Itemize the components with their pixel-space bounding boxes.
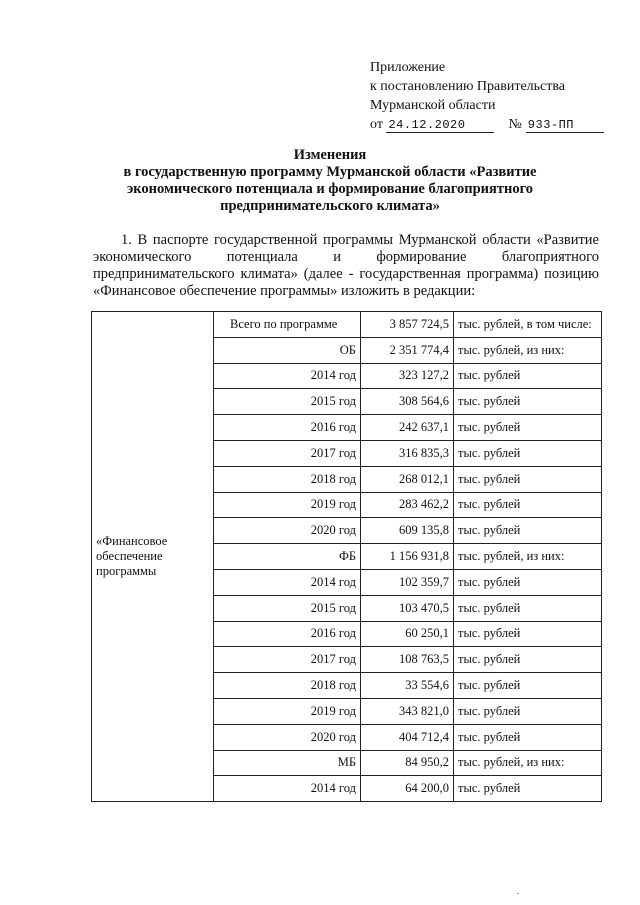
- financing-table: [91, 311, 602, 802]
- row-amount-cell: 609 135,8: [361, 518, 454, 544]
- row-name-cell: 2014 год: [214, 363, 361, 389]
- row-unit-cell: тыс. рублей: [454, 440, 602, 466]
- row-amount-cell: 343 821,0: [361, 698, 454, 724]
- appendix-date-line: [370, 115, 620, 134]
- row-name-cell: 2014 год: [214, 776, 361, 802]
- row-amount-cell: 60 250,1: [361, 621, 454, 647]
- row-amount-cell: 404 712,4: [361, 724, 454, 750]
- row-name-cell: ФБ: [214, 544, 361, 570]
- row-unit-cell: тыс. рублей: [454, 569, 602, 595]
- row-amount-cell: 242 637,1: [361, 415, 454, 441]
- row-amount-cell: 3 857 724,5: [361, 312, 454, 338]
- row-name-cell: 2014 год: [214, 569, 361, 595]
- title-line-3: экономического потенциала и формирование благоприятного: [126, 181, 534, 197]
- row-name-cell: 2019 год: [214, 698, 361, 724]
- row-amount-cell: 108 763,5: [361, 647, 454, 673]
- intro-text: [93, 232, 599, 300]
- row-unit-cell: тыс. рублей: [454, 595, 602, 621]
- appendix-decree-line: к постановлению Правительства: [370, 79, 566, 94]
- appendix-header: [370, 58, 620, 134]
- row-unit-cell: тыс. рублей, из них:: [454, 544, 602, 570]
- row-unit-cell: тыс. рублей: [454, 389, 602, 415]
- row-amount-cell: 308 564,6: [361, 389, 454, 415]
- intro-paragraph: 1. В паспорте государственной программы Мурманской области «Развитие экономического потенциала и формирование благоприятного предпринимательского климата» (далее - государственная программа) позицию «Финансовое обеспечение программы» изложить в редакции:: [93, 232, 599, 299]
- table-row: [92, 312, 602, 338]
- row-amount-cell: 283 462,2: [361, 492, 454, 518]
- row-amount-cell: 268 012,1: [361, 466, 454, 492]
- row-unit-cell: тыс. рублей, из них:: [454, 337, 602, 363]
- row-unit-cell: тыс. рублей: [454, 698, 602, 724]
- row-amount-cell: 323 127,2: [361, 363, 454, 389]
- row-name-cell: 2018 год: [214, 673, 361, 699]
- document-title: [80, 147, 580, 215]
- row-amount-cell: 2 351 774,4: [361, 337, 454, 363]
- row-name-cell: 2016 год: [214, 415, 361, 441]
- decree-number: 933-ПП: [526, 118, 604, 133]
- row-name-cell: 2015 год: [214, 389, 361, 415]
- row-unit-cell: тыс. рублей: [454, 492, 602, 518]
- row-name-cell: Всего по программе: [214, 312, 361, 338]
- row-name-cell: 2020 год: [214, 724, 361, 750]
- row-unit-cell: тыс. рублей: [454, 466, 602, 492]
- scan-speck: [517, 893, 519, 894]
- row-unit-cell: тыс. рублей: [454, 724, 602, 750]
- appendix-region-line: Мурманской области: [370, 98, 496, 113]
- row-unit-cell: тыс. рублей: [454, 673, 602, 699]
- row-amount-cell: 316 835,3: [361, 440, 454, 466]
- row-amount-cell: 64 200,0: [361, 776, 454, 802]
- title-line-4: предпринимательского климата»: [220, 198, 440, 214]
- number-sign: №: [508, 117, 522, 132]
- row-name-cell: 2018 год: [214, 466, 361, 492]
- row-amount-cell: 84 950,2: [361, 750, 454, 776]
- row-name-cell: МБ: [214, 750, 361, 776]
- financing-table-body: [92, 312, 602, 802]
- appendix-title: Приложение: [370, 60, 446, 75]
- row-name-cell: 2016 год: [214, 621, 361, 647]
- row-unit-cell: тыс. рублей, из них:: [454, 750, 602, 776]
- row-name-cell: ОБ: [214, 337, 361, 363]
- row-unit-cell: тыс. рублей: [454, 518, 602, 544]
- financing-label-cell: «Финансовое обеспечение программы: [92, 312, 214, 802]
- row-unit-cell: тыс. рублей: [454, 647, 602, 673]
- row-name-cell: 2019 год: [214, 492, 361, 518]
- row-unit-cell: тыс. рублей: [454, 363, 602, 389]
- row-amount-cell: 1 156 931,8: [361, 544, 454, 570]
- title-line-1: Изменения: [293, 147, 367, 163]
- row-amount-cell: 102 359,7: [361, 569, 454, 595]
- row-unit-cell: тыс. рублей, в том числе:: [454, 312, 602, 338]
- row-amount-cell: 33 554,6: [361, 673, 454, 699]
- date-prefix: от: [370, 117, 383, 132]
- row-name-cell: 2015 год: [214, 595, 361, 621]
- row-amount-cell: 103 470,5: [361, 595, 454, 621]
- row-unit-cell: тыс. рублей: [454, 415, 602, 441]
- title-line-2: в государственную программу Мурманской области «Развитие: [123, 164, 537, 180]
- decree-date: 24.12.2020: [386, 118, 494, 133]
- row-name-cell: 2017 год: [214, 647, 361, 673]
- row-name-cell: 2020 год: [214, 518, 361, 544]
- row-unit-cell: тыс. рублей: [454, 621, 602, 647]
- row-unit-cell: тыс. рублей: [454, 776, 602, 802]
- row-name-cell: 2017 год: [214, 440, 361, 466]
